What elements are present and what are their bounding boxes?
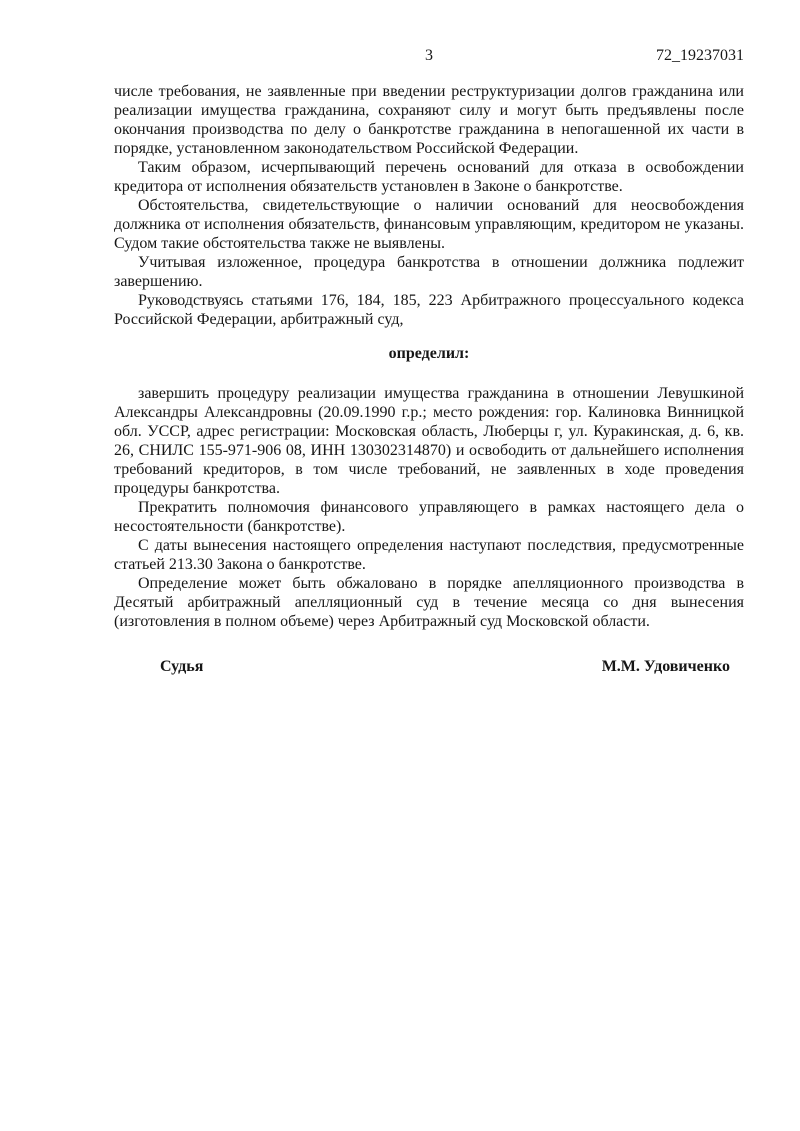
signature-role: Судья	[160, 658, 204, 675]
body-paragraph: Обстоятельства, свидетельствующие о наличии оснований для неосвобождения должника от исполнения обязательств, финансовым управляющим, кредитором не указаны. Судом такие обстоятельства также не выявлены.	[114, 197, 744, 252]
page-content	[114, 46, 744, 676]
body-paragraph: числе требования, не заявленные при введении реструктуризации долгов гражданина или реализации имущества гражданина, сохраняют силу и могут быть предъявлены после окончания производства по делу о банкротстве гражданина в непогашенной их части в порядке, установленном законодательством Российской Федерации.	[114, 83, 744, 157]
page-number: 3	[425, 47, 433, 64]
signature-name: М.М. Удовиченко	[601, 658, 730, 675]
body-paragraph: Учитывая изложенное, процедура банкротства в отношении должника подлежит завершению.	[114, 254, 744, 290]
case-number: 72_19237031	[656, 47, 744, 64]
body-paragraph: Руководствуясь статьями 176, 184, 185, 223 Арбитражного процессуального кодекса Российской Федерации, арбитражный суд,	[114, 292, 744, 328]
document-body	[114, 82, 744, 676]
body-paragraph: Таким образом, исчерпывающий перечень оснований для отказа в освобождении кредитора от исполнения обязательств установлен в Законе о банкротстве.	[114, 159, 744, 195]
ruling-paragraph: завершить процедуру реализации имущества гражданина в отношении Левушкиной Александры Александровны (20.09.1990 г.р.; место рождения: гор. Калиновка Винницкой обл. УССР, адрес регистрации: Московская область, Люберцы г, ул. Куракинская, д. 6, кв. 26, СНИЛС 155-971-906 08, ИНН 130302314870) и освободить от дальнейшего исполнения требований кредиторов, в том числе требований, не заявленных в ходе проведения процедуры банкротства.	[114, 385, 744, 497]
page-header	[114, 46, 744, 65]
ruling-paragraph: Прекратить полномочия финансового управляющего в рамках настоящего дела о несостоятельности (банкротстве).	[114, 499, 744, 535]
ruling-paragraph: С даты вынесения настоящего определения наступают последствия, предусмотренные статьей 213.30 Закона о банкротстве.	[114, 537, 744, 573]
signature-row	[114, 657, 744, 676]
ruling-paragraph: Определение может быть обжаловано в порядке апелляционного производства в Десятый арбитражный апелляционный суд в течение месяца со дня вынесения (изготовления в полном объеме) через Арбитражный суд Московской области.	[114, 575, 744, 630]
ruling-heading: определил:	[388, 345, 470, 362]
